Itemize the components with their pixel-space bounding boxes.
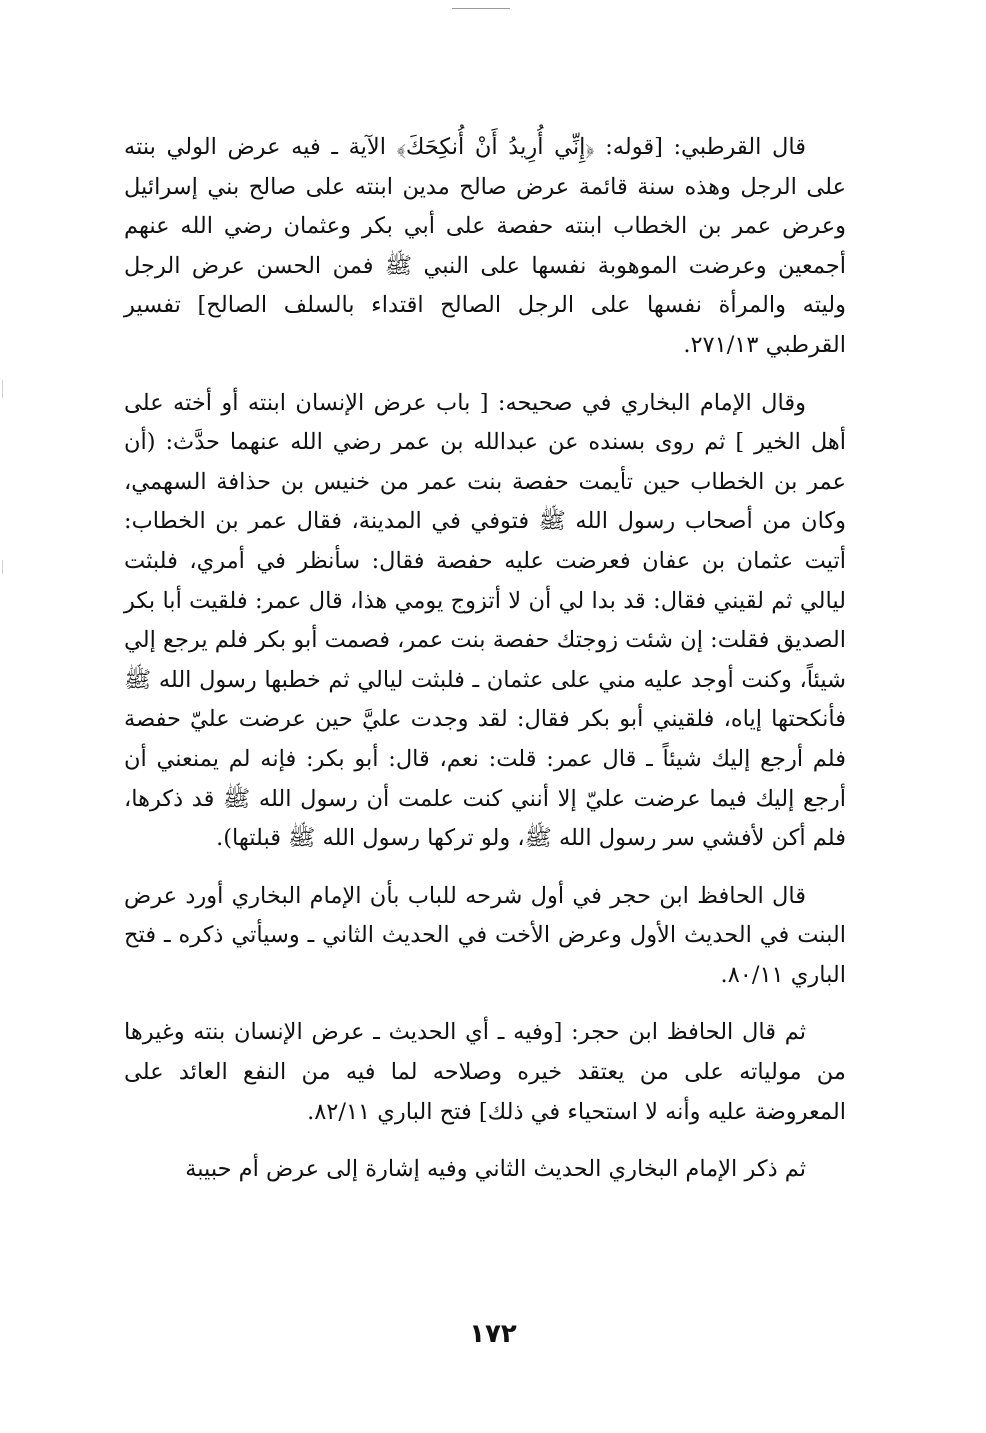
- main-text: [124, 128, 846, 1208]
- top-rule: [452, 8, 510, 9]
- paragraph-bukhari-hadith: وقال الإمام البخاري في صحيحه: [ باب عرض الإنسان ابنته أو أخته على أهل الخير ] ثم روى بسنده عن عبدالله بن عمر رضي الله عنهما حدَّث: (أن عمر بن الخطاب حين تأيمت حفصة بنت عمر من خنيس بن حذافة السهمي، وكان من أصحاب رسول الله ﷺ فتوفي في المدينة، فقال عمر بن الخطاب: أتيت عثمان بن عفان فعرضت عليه حفصة فقال: سأنظر في أمري، فلبثت ليالي ثم لقيني فقال: قد بدا لي أن لا أتزوج يومي هذا، قال عمر: فلقيت أبا بكر الصديق فقلت: إن شئت زوجتك حفصة بنت عمر، فصمت أبو بكر فلم يرجع إلي شيئاً، وكنت أوجد عليه مني على عثمان ـ فلبثت ليالي ثم خطبها رسول الله ﷺ فأنكحتها إياه، فلقيني أبو بكر فقال: لقد وجدت عليَّ حين عرضت عليّ حفصة فلم أرجع إليك شيئاً ـ قال عمر: قلت: نعم، قال: أبو بكر: فإنه لم يمنعني أن أرجع إليك فيما عرضت عليّ إلا أنني كنت علمت أن رسول الله ﷺ قد ذكرها، فلم أكن لأفشي سر رسول الله ﷺ، ولو تركها رسول الله ﷺ قبلتها).: [124, 389, 846, 852]
- scan-margin-mark: [2, 560, 3, 574]
- paragraph-ibn-hajar-1: قال الحافظ ابن حجر في أول شرحه للباب بأن الإمام البخاري أورد عرض البنت في الحديث الأول وعرض الأخت في الحديث الثاني ـ وسيأتي ذكره ـ فتح الباري ٨٠/١١.: [124, 882, 846, 988]
- page-number: ١٧٢: [469, 1319, 517, 1349]
- paragraph-qurtubi: قال القرطبي: [قوله: ﴿إِنِّي أُرِيدُ أَنْ أُنكِحَكَ﴾ الآية ـ فيه عرض الولي بنته على الرجل وهذه سنة قائمة عرض صالح مدين ابنته على صالح بني إسرائيل وعرض عمر بن الخطاب ابنته حفصة على أبي بكر وعثمان رضي الله عنهم أجمعين وعرضت الموهوبة نفسها على النبي ﷺ فمن الحسن عرض الرجل وليته والمرأة نفسها على الرجل الصالح اقتداء بالسلف الصالح] تفسير القرطبي ٢٧١/١٣.: [124, 134, 846, 358]
- scan-margin-mark: [2, 380, 3, 398]
- paragraph-continuation: ثم ذكر الإمام البخاري الحديث الثاني وفيه إشارة إلى عرض أم حبيبة: [185, 1156, 806, 1183]
- paragraph-ibn-hajar-2: ثم قال الحافظ ابن حجر: [وفيه ـ أي الحديث ـ عرض الإنسان بنته وغيرها من مولياته على من يعتقد خيره وصلاحه لما فيه من النفع العائد على المعروضة عليه وأنه لا استحياء في ذلك] فتح الباري ٨٢/١١.: [124, 1019, 846, 1125]
